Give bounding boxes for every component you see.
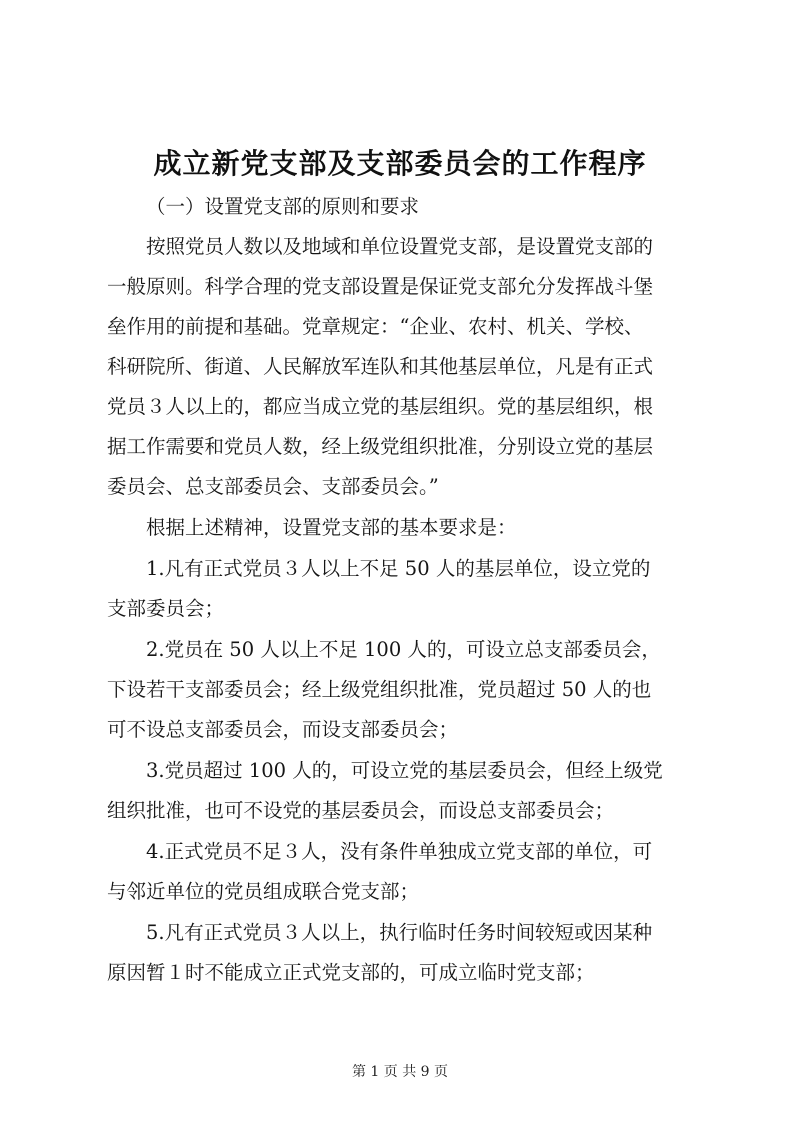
section-heading: （一）设置党支部的原则和要求 — [146, 195, 420, 218]
document-title: 成立新党支部及支部委员会的工作程序 — [153, 147, 647, 180]
paragraph-line: 委员会、总支部委员会、支部委员会。” — [107, 475, 439, 498]
list-item-line: 4.正式党员不足３人，没有条件单独成立党支部的单位，可 — [146, 840, 653, 863]
list-item-line: 支部委员会； — [107, 597, 225, 620]
list-item-line: 与邻近单位的党员组成联合党支部； — [107, 880, 420, 903]
list-item-line: 2.党员在 50 人以上不足 100 人的，可设立总支部委员会， — [146, 638, 661, 661]
page-number-footer: 第 1 页 共 9 页 — [351, 1064, 449, 1080]
paragraph-line: 垒作用的前提和基础。党章规定：“企业、农村、机关、学校、 — [107, 315, 644, 338]
list-item-line: 3.党员超过 100 人的，可设立党的基层委员会，但经上级党 — [146, 759, 663, 782]
paragraph-line: 党员３人以上的，都应当成立党的基层组织。党的基层组织，根 — [107, 395, 654, 418]
list-item-line: 1.凡有正式党员３人以上不足 50 人的基层单位，设立党的 — [146, 557, 651, 580]
list-item-line: 组织批准，也可不设党的基层委员会，而设总支部委员会； — [107, 799, 615, 822]
list-item-line: 可不设总支部委员会，而设支部委员会； — [107, 718, 459, 741]
list-item-line: 原因暂１时不能成立正式党支部的，可成立临时党支部； — [107, 961, 595, 984]
paragraph-line: 据工作需要和党员人数，经上级党组织批准，分别设立党的基层 — [107, 435, 654, 458]
paragraph-line: 一般原则。科学合理的党支部设置是保证党支部允分发挥战斗堡 — [107, 275, 654, 298]
paragraph-line: 科研院所、街道、人民解放军连队和其他基层单位，凡是有正式 — [107, 355, 654, 378]
paragraph-line: 按照党员人数以及地域和单位设置党支部，是设置党支部的 — [146, 235, 654, 258]
list-item-line: 5.凡有正式党员３人以上，执行临时任务时间较短或因某种 — [146, 921, 653, 944]
list-item-line: 下设若干支部委员会；经上级党组织批准，党员超过 50 人的也 — [107, 678, 652, 701]
paragraph-line: 根据上述精神，设置党支部的基本要求是： — [146, 516, 517, 539]
